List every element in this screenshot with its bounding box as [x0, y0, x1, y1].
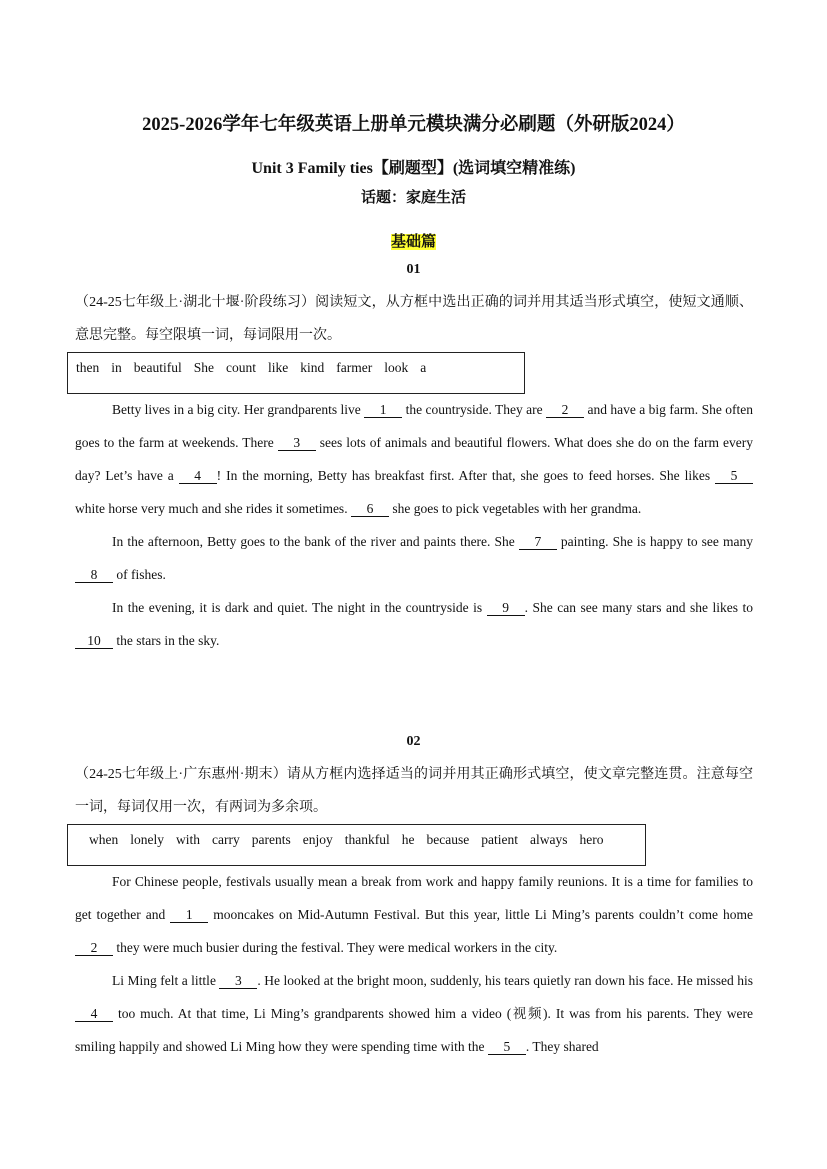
- word-option: he: [401, 832, 415, 847]
- word-option: with: [176, 832, 201, 847]
- word-option: like: [268, 360, 289, 375]
- word-option: when: [89, 832, 119, 847]
- question-number-1: 01: [406, 262, 421, 277]
- word-option: lonely: [130, 832, 164, 847]
- answer-blank[interactable]: 10: [75, 633, 113, 649]
- word-option: patient: [481, 832, 518, 847]
- answer-blank[interactable]: 2: [546, 402, 584, 418]
- passage-text: ! In the morning, Betty has breakfast first. After that, she goes to feed horses. She likes: [216, 468, 716, 483]
- passage-text: . They shared: [525, 1039, 599, 1054]
- passage-text: mooncakes on Mid-Autumn Festival. But this year, little Li Ming’s parents couldn’t come home: [208, 907, 754, 922]
- answer-blank[interactable]: 6: [351, 501, 389, 517]
- passage-text: Betty lives in a big city. Her grandparents live: [112, 402, 365, 417]
- word-option: enjoy: [302, 832, 333, 847]
- passage-2: [75, 865, 753, 1063]
- topic-label: 话题：家庭生活: [360, 190, 466, 206]
- word-option: parents: [251, 832, 291, 847]
- word-option: beautiful: [133, 360, 182, 375]
- paragraph: [75, 393, 753, 525]
- word-option: thankful: [344, 832, 390, 847]
- word-box-2: [67, 824, 646, 866]
- paragraph: [75, 865, 753, 964]
- level-highlight: 基础篇: [390, 234, 436, 250]
- word-option: She: [193, 360, 214, 375]
- passage-text: . He looked at the bright moon, suddenly, his tears quietly ran down his face. He missed his: [257, 973, 753, 988]
- level-heading: [0, 230, 827, 251]
- passage-text: and have a big farm. She often goes to the farm at weekends. There: [75, 402, 753, 450]
- question-2-instruction: （24-25七年级上·广东惠州·期末）请从方框内选择适当的词并用其正确形式填空，使文章完整连贯。注意每空一词，每词仅用一次，有两词为多余项。: [75, 767, 753, 815]
- document-subtitle: Unit 3 Family ties【刷题型】(选词填空精准练): [251, 160, 576, 177]
- passage-text: the countryside. They are: [402, 402, 547, 417]
- passage-text: . She can see many stars and she likes to: [524, 600, 753, 615]
- answer-blank[interactable]: 4: [75, 1006, 113, 1022]
- passage-text: too much. At that time, Li Ming’s grandparents showed him a video (视频). It was from his parents. They were smiling happily and showed Li Ming how they were spending time with the: [75, 1006, 753, 1054]
- word-option: hero: [579, 832, 604, 847]
- paragraph: [75, 964, 753, 1063]
- passage-text: Li Ming felt a little: [112, 973, 220, 988]
- passage-text: painting. She is happy to see many: [556, 534, 753, 549]
- word-option: count: [226, 360, 256, 375]
- passage-text: they were much busier during the festival. They were medical workers in the city.: [113, 940, 558, 955]
- word-option: carry: [212, 832, 240, 847]
- question-1-instruction: （24-25七年级上·湖北十堰·阶段练习）阅读短文，从方框中选出正确的词并用其适当形式填空，使短文通顺、意思完整。每空限填一词，每词限用一次。: [75, 295, 753, 343]
- passage-text: of fishes.: [113, 567, 166, 582]
- word-option: because: [426, 832, 470, 847]
- passage-text: white horse very much and she rides it sometimes.: [75, 501, 351, 516]
- answer-blank[interactable]: 8: [75, 567, 113, 583]
- passage-text: the stars in the sky.: [113, 633, 220, 648]
- word-option: then: [76, 360, 100, 375]
- passage-text: In the afternoon, Betty goes to the bank of the river and paints there. She: [112, 534, 519, 549]
- answer-blank[interactable]: 3: [219, 973, 257, 989]
- passage-text: she goes to pick vegetables with her grandma.: [388, 501, 642, 516]
- passage-text: For Chinese people, festivals usually mean a break from work and happy family reunions. It is a time for families to get together and: [75, 874, 753, 922]
- answer-blank[interactable]: 5: [715, 468, 753, 484]
- word-option: kind: [300, 360, 325, 375]
- word-option: in: [111, 360, 122, 375]
- document-title: 2025-2026学年七年级英语上册单元模块满分必刷题（外研版2024）: [142, 115, 685, 135]
- passage-text: In the evening, it is dark and quiet. The night in the countryside is: [112, 600, 487, 615]
- answer-blank[interactable]: 4: [179, 468, 217, 484]
- answer-blank[interactable]: 1: [170, 907, 208, 923]
- word-box-1: [67, 352, 525, 394]
- word-option: a: [420, 360, 427, 375]
- paragraph: [75, 525, 753, 591]
- word-option: always: [529, 832, 568, 847]
- word-option: farmer: [336, 360, 373, 375]
- passage-text: sees lots of animals and beautiful flowers. What does she do on the farm every day? Let’s have a: [75, 435, 753, 483]
- answer-blank[interactable]: 1: [364, 402, 402, 418]
- answer-blank[interactable]: 3: [278, 435, 316, 451]
- word-option: look: [384, 360, 409, 375]
- answer-blank[interactable]: 7: [519, 534, 557, 550]
- paragraph: [75, 591, 753, 657]
- passage-1: [75, 393, 753, 657]
- answer-blank[interactable]: 5: [488, 1039, 526, 1055]
- answer-blank[interactable]: 2: [75, 940, 113, 956]
- answer-blank[interactable]: 9: [487, 600, 525, 616]
- question-number-2: 02: [406, 734, 421, 749]
